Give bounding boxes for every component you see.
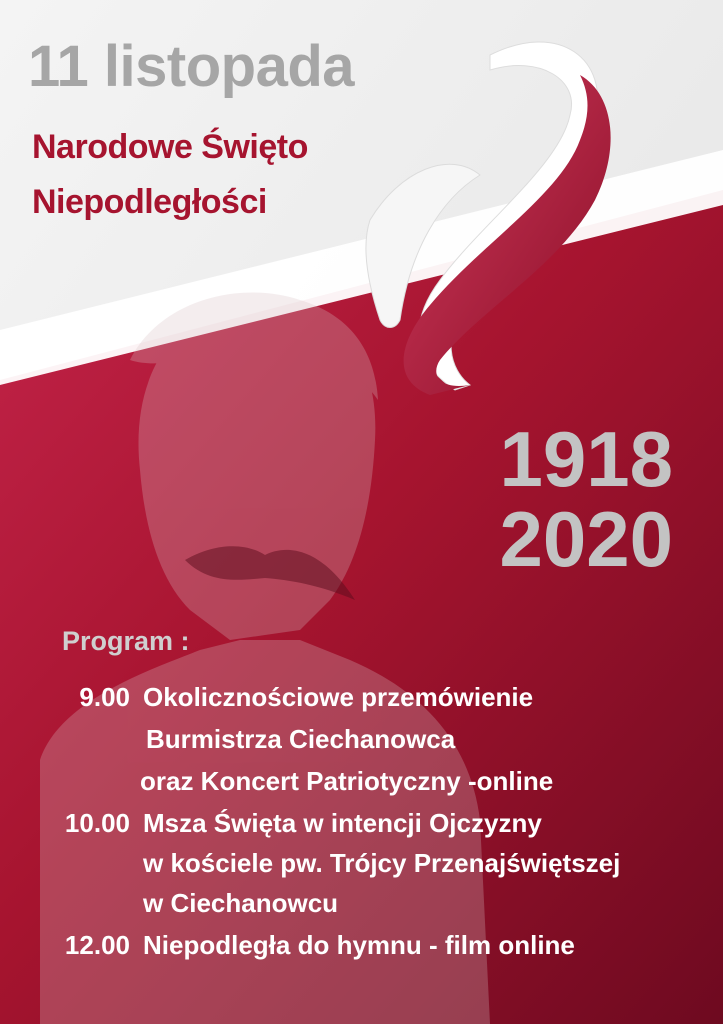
program-item-line: Burmistrza Ciechanowca	[146, 724, 456, 754]
program-item-line: Msza Święta w intencji Ojczyzny	[143, 808, 542, 838]
holiday-title-line-1: Narodowe Święto	[32, 128, 308, 166]
program-item-line: w Ciechanowcu	[143, 888, 339, 918]
date-heading: 11 listopada	[28, 34, 355, 99]
holiday-title-line-2: Niepodległości	[32, 183, 267, 221]
program-item-line: Niepodległa do hymnu - film online	[143, 930, 575, 960]
year-end: 2020	[499, 495, 673, 583]
program-item-time: 10.00	[64, 808, 130, 838]
program-item-line: Okolicznościowe przemówienie	[143, 682, 534, 712]
program-item-time: 12.00	[64, 930, 130, 960]
program-item-line: oraz Koncert Patriotyczny -online	[140, 766, 554, 796]
year-start: 1918	[499, 415, 673, 503]
program-item-line: w kościele pw. Trójcy Przenajświętszej	[143, 848, 621, 878]
program-label: Program :	[62, 626, 190, 656]
program-item-time: 9.00	[79, 682, 130, 712]
